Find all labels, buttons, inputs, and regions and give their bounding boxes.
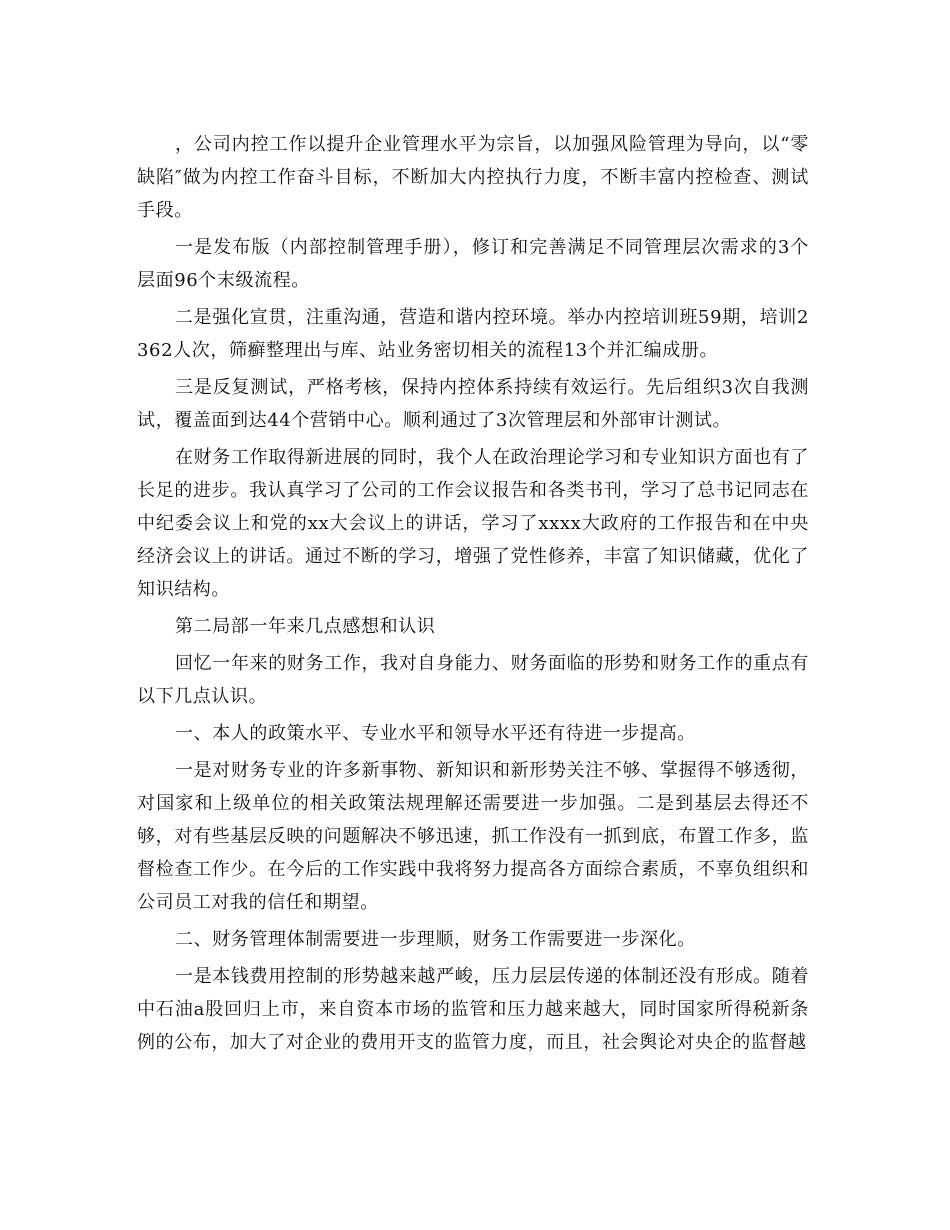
subsection-heading: 二、财务管理体制需要进一步理顺，财务工作需要进一步深化。 [175, 929, 696, 950]
paragraph: 一是本钱费用控制的形势越来越严峻，压力层层传递的体制还没有形成。随着中石油a股回归上市，来自资本市场的监管和压力越来越大，同时国家所得税新条例的公布，加大了对企业的费用开支的监管力度，而且，社会舆论对央企的监督越 [137, 966, 809, 1053]
paragraph: 三是反复测试，严格考核，保持内控体系持续有效运行。先后组织3次自我测试，覆盖面到达44个营销中心。顺利通过了3次管理层和外部审计测试。 [137, 377, 809, 431]
document-body [137, 128, 809, 1063]
paragraph: 在财务工作取得新进展的同时，我个人在政治理论学习和专业知识方面也有了长足的进步。我认真学习了公司的工作会议报告和各类书刊，学习了总书记同志在中纪委会议上和党的xx大会议上的讲话，学习了xxxx大政府的工作报告和在中央经济会议上的讲话。通过不断的学习，增强了党性修养，丰富了知识储藏，优化了知识结构。 [137, 447, 809, 600]
paragraph: 回忆一年来的财务工作，我对自身能力、财务面临的形势和财务工作的重点有以下几点认识。 [137, 653, 809, 707]
paragraph: 一是对财务专业的许多新事物、新知识和新形势关注不够、掌握得不够透彻，对国家和上级单位的相关政策法规理解还需要进一步加强。二是到基层去得还不够，对有些基层反映的问题解决不够迅速，抓工作没有一抓到底，布置工作多，监督检查工作少。在今后的工作实践中我将努力提高各方面综合素质，不辜负组织和公司员工对我的信任和期望。 [137, 760, 809, 913]
section-heading: 第二局部一年来几点感想和认识 [175, 616, 436, 637]
paragraph: 二是强化宣贯，注重沟通，营造和谐内控环境。举办内控培训班59期，培训2362人次，筛癣整理出与库、站业务密切相关的流程13个并汇编成册。 [137, 307, 809, 361]
paragraph: 一是发布版（内部控制管理手册），修订和完善满足不同管理层次需求的3个层面96个末级流程。 [137, 237, 809, 291]
paragraph: ，公司内控工作以提升企业管理水平为宗旨，以加强风险管理为导向，以“零缺陷″做为内控工作奋斗目标，不断加大内控执行力度，不断丰富内控检查、测试手段。 [137, 134, 809, 221]
subsection-heading: 一、本人的政策水平、专业水平和领导水平还有待进一步提高。 [175, 723, 696, 744]
